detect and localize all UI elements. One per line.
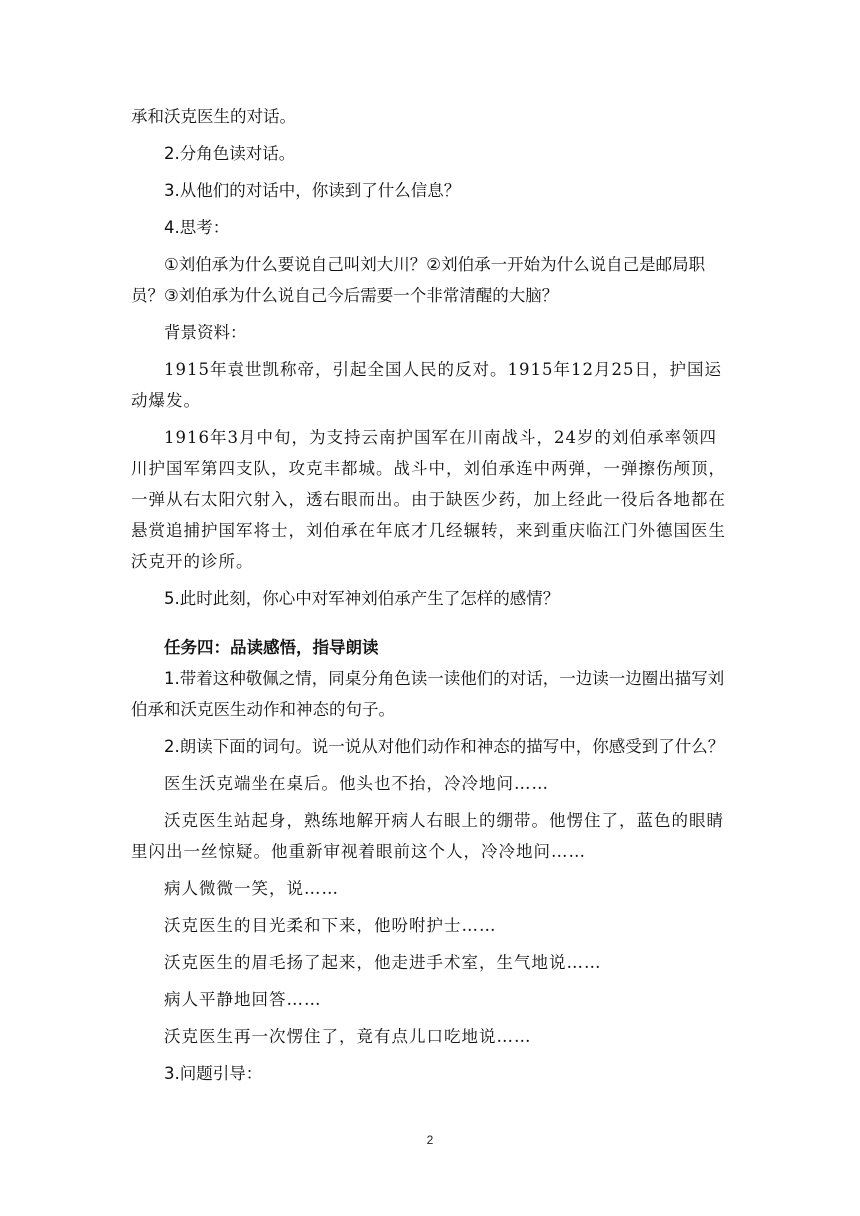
quote-1: 医生沃克端坐在桌后。他头也不抬，冷冷地问…… [164, 774, 549, 793]
task4-step-1: 1.带着这种敬佩之情，同桌分角色读一读他们的对话，一边读一边圈出描写刘伯承和沃克医生动作和神态的句子。 [131, 669, 725, 719]
paragraph-continuation: 承和沃克医生的对话。 [131, 107, 296, 126]
quote-7: 沃克医生再一次愣住了，竟有点儿口吃地说…… [164, 1027, 532, 1046]
quote-3: 病人微微一笑，说…… [164, 879, 339, 898]
quote-6: 病人平静地回答…… [164, 990, 322, 1009]
task4-step-3: 3.问题引导： [164, 1064, 263, 1083]
quote-2: 沃克医生站起身，熟练地解开病人右眼上的绷带。他愣住了，蓝色的眼睛里闪出一丝惊疑。他重新审视着眼前这个人，冷冷地问…… [131, 811, 724, 861]
quote-4: 沃克医生的目光柔和下来，他吩咐护士…… [164, 916, 497, 935]
step-2: 2.分角色读对话。 [164, 144, 296, 163]
task-four-heading: 任务四：品读感悟，指导朗读 [164, 638, 379, 657]
task4-step-2: 2.朗读下面的词句。说一说从对他们动作和神态的描写中，你感受到了什么？ [164, 737, 725, 756]
step-5: 5.此时此刻，你心中对军神刘伯承产生了怎样的感情？ [164, 589, 560, 608]
step-4: 4.思考： [164, 218, 230, 237]
background-label: 背景资料： [164, 323, 247, 342]
body-text [131, 101, 731, 1089]
thinking-questions: ①刘伯承为什么要说自己叫刘大川？②刘伯承一开始为什么说自己是邮局职员？③刘伯承为什么说自己今后需要一个非常清醒的大脑？ [131, 255, 706, 305]
step-3: 3.从他们的对话中，你读到了什么信息？ [164, 181, 461, 200]
background-1915: 1915年袁世凯称帝，引起全国人民的反对。1915年12月25日，护国运动爆发。 [131, 360, 722, 410]
page-number: 2 [426, 1133, 434, 1147]
quote-5: 沃克医生的眉毛扬了起来，他走进手术室，生气地说…… [164, 953, 602, 972]
background-1916: 1916年3月中旬，为支持云南护国军在川南战斗，24岁的刘伯承率领四川护国军第四支队，攻克丰都城。战斗中，刘伯承连中两弹，一弹擦伤颅顶，一弹从右太阳穴射入，透右眼而出。由于缺医少药，加上经此一役后各地都在悬赏追捕护国军将士，刘伯承在年底才几经辗转，来到重庆临江门外德国医生沃克开的诊所。 [131, 428, 726, 571]
